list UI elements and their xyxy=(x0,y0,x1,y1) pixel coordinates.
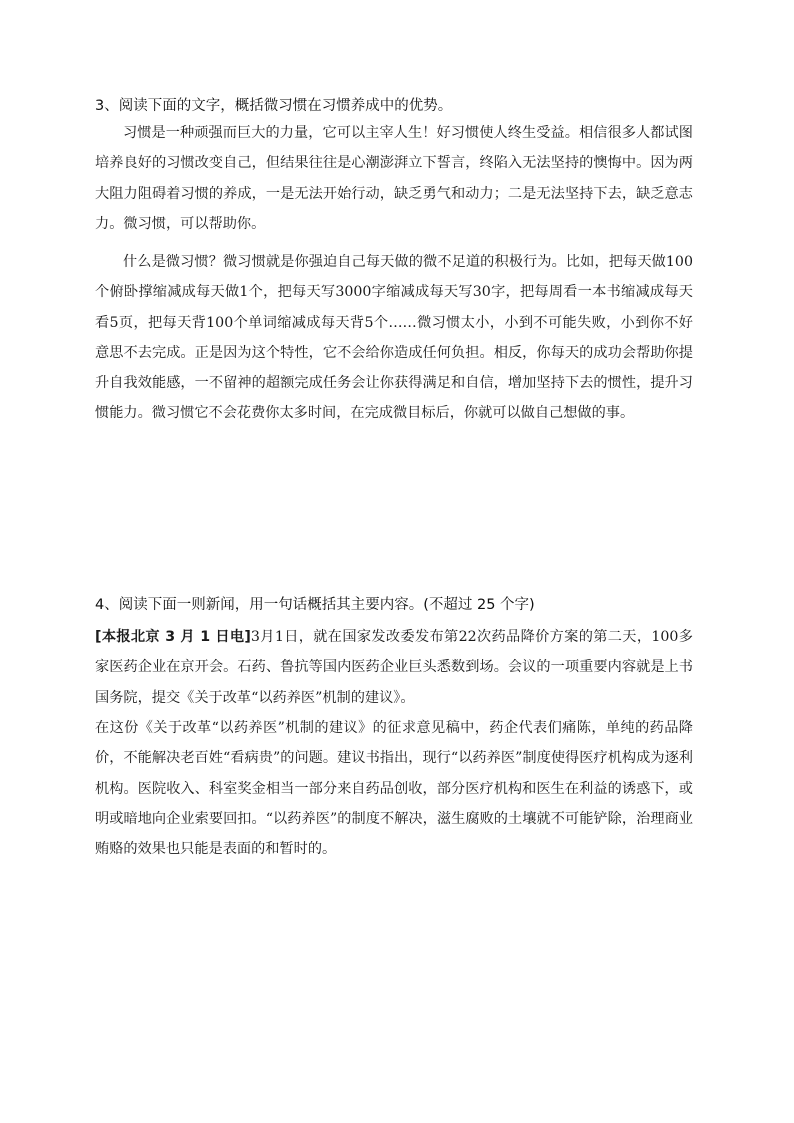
question-4-paragraph-2: 在这份《关于改革“以药养医”机制的建议》的征求意见稿中，药企代表们痛陈，单纯的药品降价，不能解决老百姓“看病贵”的问题。建议书指出，现行“以药养医”制度使得医疗机构成为逐利机构。医院收入、科室奖金相当一部分来自药品创收，部分医疗机构和医生在利益的诱惑下，或明或暗地向企业索要回扣。“以药养医”的制度不解决，滋生腐败的土壤就不可能铲除，治理商业贿赂的效果也只能是表面的和暂时的。 xyxy=(95,720,693,858)
question-4-paragraph-1-text: 3月1日，就在国家发改委发布第22次药品降价方案的第二天，100多家医药企业在京开会。石药、鲁抗等国内医药企业巨头悉数到场。会议的一项重要内容就是上书国务院，提交《关于改革“以药养医”机制的建议》。 xyxy=(95,629,693,706)
question-3-paragraph-2: 什么是微习惯？微习惯就是你强迫自己每天做的微不足道的积极行为。比如，把每天做100个俯卧撑缩减成每天做1个，把每天写3000字缩减成每天写30字，把每周看一本书缩减成每天看5页，把每天背100个单词缩减成每天背5个……微习惯太小，小到不可能失败，小到你不好意思不去完成。正是因为这个特性，它不会给你造成任何负担。相反，你每天的成功会帮助你提升自我效能感，一不留神的超额完成任务会让你获得满足和自信，增加坚持下去的惯性，提升习惯能力。微习惯它不会花费你太多时间，在完成微目标后，你就可以做自己想做的事。 xyxy=(95,254,693,422)
news-dateline: [本报北京 3 月 1 日电] xyxy=(95,629,251,645)
question-3-title: 3、阅读下面的文字，概括微习惯在习惯养成中的优势。 xyxy=(95,98,453,114)
question-3-paragraph-1: 习惯是一种顽强而巨大的力量，它可以主宰人生！好习惯使人终生受益。相信很多人都试图培养良好的习惯改变自己，但结果往往是心潮澎湃立下誓言，终陷入无法坚持的懊悔中。因为两大阻力阻碍着习惯的养成，一是无法开始行动，缺乏勇气和动力；二是无法坚持下去，缺乏意志力。微习惯，可以帮助你。 xyxy=(95,125,693,232)
question-4-paragraph-1 xyxy=(95,622,693,713)
question-4-title: 4、阅读下面一则新闻，用一句话概括其主要内容。(不超过 25 个字) xyxy=(95,597,535,613)
